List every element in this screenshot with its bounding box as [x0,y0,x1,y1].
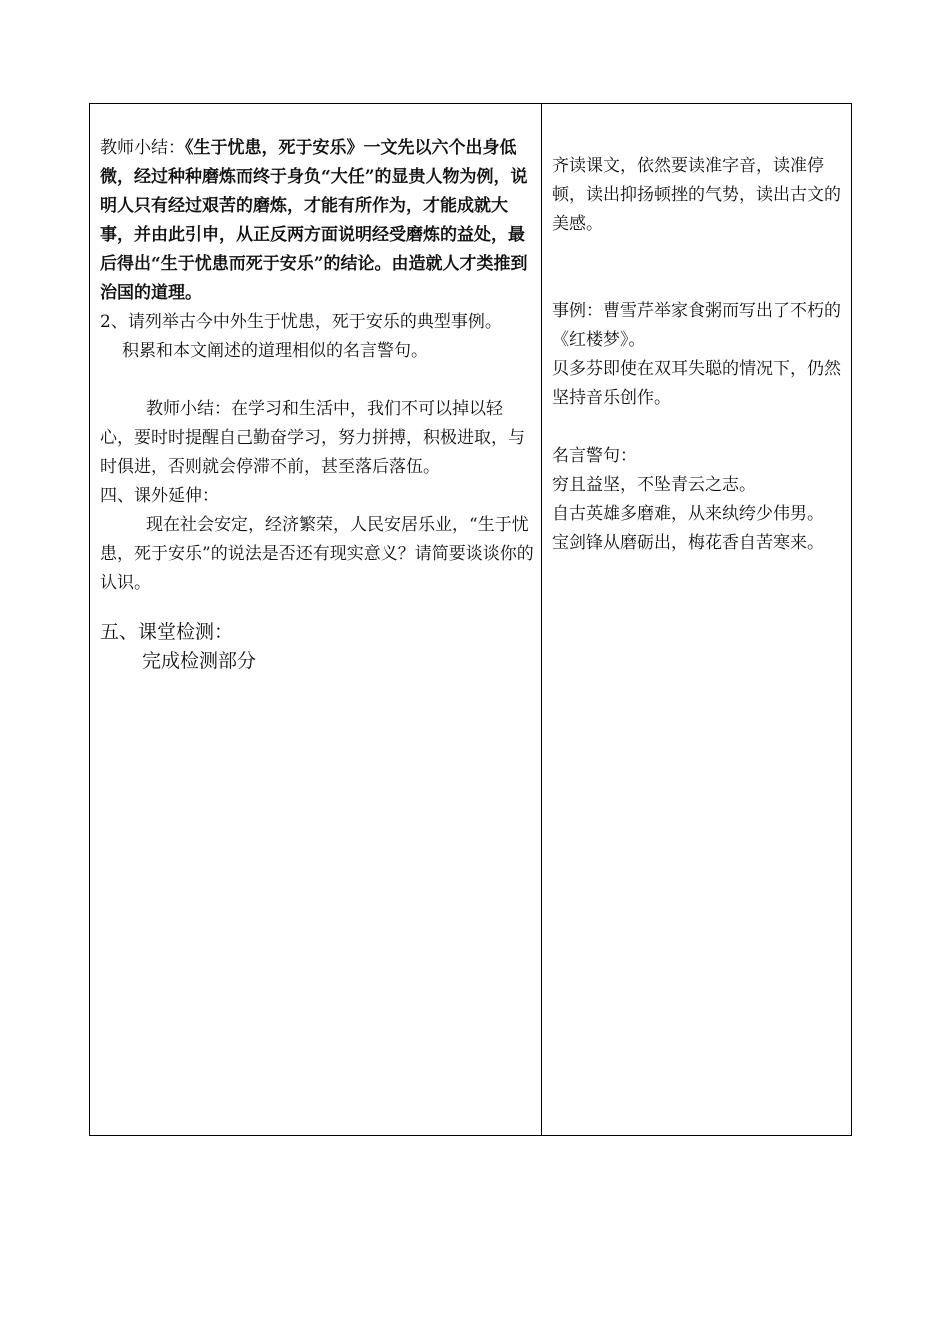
column-divider [541,104,542,1135]
quotes-title: 名言警句： [552,446,637,466]
left-cell [100,134,534,676]
teacher-summary-2: 教师小结：在学习和生活中，我们不可以掉以轻心，要时时提醒自己勤奋学习，努力拼搏，积极进取，与时俱进，否则就会停滞不前，甚至落后落伍。 [100,399,525,477]
summary-bold-text: 《生于忧患，死于安乐》一文先以六个出身低微，经过种种磨炼而终于身负“大任”的显贵人物为例，说明人只有经过艰苦的磨炼，才能有所作为，才能成就大事，并由此引申，从正反两方面说明经受磨炼的益处，最后得出“生于忧患而死于安乐”的结论。由造就人才类推到治国的道理。 [100,138,528,303]
question-2-quotes: 积累和本文阐述的道理相似的名言警句。 [122,341,428,361]
section-5-title: 五、课堂检测： [100,621,234,643]
summary-label: 教师小结： [100,138,185,158]
example-1: 事例：曹雪芹举家食粥而写出了不朽的《红楼梦》。 [552,301,841,350]
right-cell [552,152,848,558]
reading-instruction: 齐读课文，依然要读准字音，读准停顿，读出抑扬顿挫的气势，读出古文的美感。 [552,156,841,234]
quote-3: 宝剑锋从磨砺出，梅花香自苦寒来。 [552,533,824,553]
question-2: 2、请列举古今中外生于忧患，死于安乐的典型事例。 [100,312,502,332]
section-4-body: 现在社会安定，经济繁荣，人民安居乐业，“生于忧患，死于安乐”的说法是否还有现实意义？请简要谈谈你的认识。 [100,515,534,593]
section-5-body: 完成检测部分 [142,650,257,672]
quote-2: 自古英雄多磨难，从来纨绔少伟男。 [552,504,824,524]
lesson-table [89,103,852,1136]
example-2: 贝多芬即使在双耳失聪的情况下，仍然坚持音乐创作。 [552,359,841,408]
teacher-summary-1 [100,134,534,308]
quote-1: 穷且益坚，不坠青云之志。 [552,475,756,495]
section-4-title: 四、课外延伸： [100,486,219,506]
